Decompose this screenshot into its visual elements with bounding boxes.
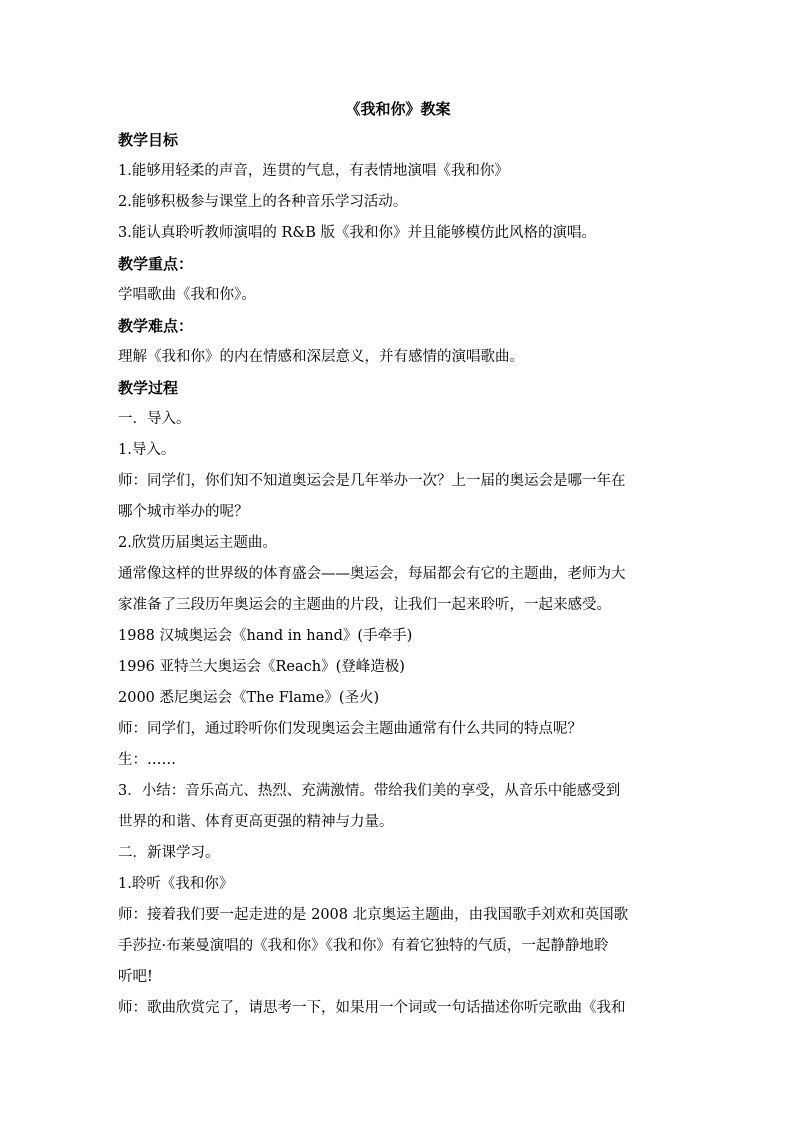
lesson-plan-document bbox=[118, 94, 678, 1024]
section-heading: 教学目标 bbox=[118, 131, 179, 149]
text-line: 一．导入。 bbox=[118, 411, 191, 427]
text-line: 师：同学们，你们知不知道奥运会是几年举办一次？上一届的奥运会是哪一年在 bbox=[118, 473, 626, 489]
text-line: 2.能够积极参与课堂上的各种音乐学习活动。 bbox=[118, 194, 408, 210]
text-line: 1.能够用轻柔的声音，连贯的气息，有表情地演唱《我和你》 bbox=[118, 163, 509, 179]
text-line: 师：接着我们要一起走进的是 2008 北京奥运主题曲，由我国歌手刘欢和英国歌 bbox=[118, 907, 629, 923]
text-line: 世界的和谐、体育更高更强的精神与力量。 bbox=[118, 814, 394, 830]
text-line: 1.聆听《我和你》 bbox=[118, 876, 234, 892]
text-line: 师：同学们，通过聆听你们发现奥运会主题曲通常有什么共同的特点呢？ bbox=[118, 721, 582, 737]
document-body bbox=[118, 125, 678, 1024]
text-line: 哪个城市举办的呢？ bbox=[118, 504, 249, 520]
document-title: 《我和你》教案 bbox=[345, 100, 451, 118]
text-line: 学唱歌曲《我和你》。 bbox=[118, 287, 256, 303]
text-line: 2000 悉尼奥运会《The Flame》(圣火) bbox=[118, 690, 380, 706]
text-line: 3.能认真聆听教师演唱的 R&B 版《我和你》并且能够模仿此风格的演唱。 bbox=[118, 225, 597, 241]
text-line: 1.导入。 bbox=[118, 442, 176, 458]
text-line: 1988 汉城奥运会《hand in hand》(手牵手) bbox=[118, 628, 413, 644]
text-line: 师：歌曲欣赏完了，请思考一下，如果用一个词或一句话描述你听完歌曲《我和 bbox=[118, 1000, 626, 1016]
text-line: 通常像这样的世界级的体育盛会——奥运会，每届都会有它的主题曲，老师为大 bbox=[118, 566, 626, 582]
text-line: 1996 亚特兰大奥运会《Reach》(登峰造极) bbox=[118, 659, 405, 675]
text-line: 3．小结：音乐高亢、热烈、充满激情。带给我们美的享受，从音乐中能感受到 bbox=[118, 783, 621, 799]
text-line: 理解《我和你》的内在情感和深层意义，并有感情的演唱歌曲。 bbox=[118, 349, 524, 365]
section-heading: 教学重点： bbox=[118, 255, 194, 273]
text-line: 手莎拉·布莱曼演唱的《我和你》《我和你》有着它独特的气质，一起静静地聆 bbox=[118, 938, 609, 954]
text-line: 家准备了三段历年奥运会的主题曲的片段，让我们一起来聆听，一起来感受。 bbox=[118, 597, 611, 613]
text-line: 听吧! bbox=[118, 969, 153, 985]
section-heading: 教学难点： bbox=[118, 317, 194, 335]
section-heading: 教学过程 bbox=[118, 379, 179, 397]
text-line: 二．新课学习。 bbox=[118, 845, 220, 861]
text-line: 生：…… bbox=[118, 752, 176, 768]
text-line: 2.欣赏历届奥运主题曲。 bbox=[118, 535, 277, 551]
